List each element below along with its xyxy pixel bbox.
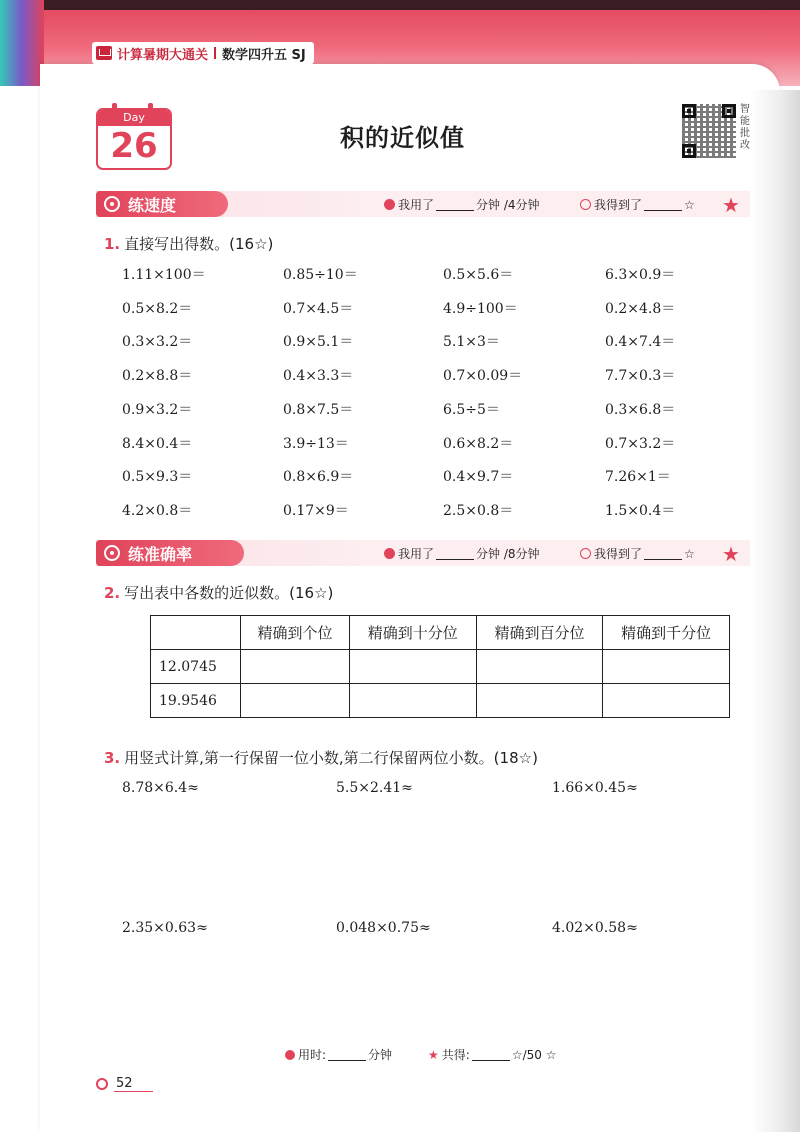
day-calendar — [96, 108, 172, 170]
answer-cell[interactable] — [476, 650, 603, 684]
section-speed-bar — [96, 191, 750, 217]
section-accuracy-label: 练准确率 — [128, 544, 193, 564]
footer-score-blank[interactable] — [472, 1048, 510, 1061]
footer-score-label: 共得: — [441, 1048, 470, 1062]
answer-cell[interactable] — [349, 650, 476, 684]
section-accuracy-bar — [96, 540, 750, 566]
oral-calc-problem: 0.4×3.3＝ — [283, 368, 354, 384]
footer-time-label: 用时: — [298, 1048, 327, 1062]
question-3-title — [104, 747, 538, 768]
oral-calc-problem: 1.5×0.4＝ — [605, 503, 676, 519]
question-1-number: 1. — [104, 235, 121, 253]
day-number: 26 — [110, 126, 158, 166]
table-row — [151, 684, 730, 718]
oral-calc-problem: 0.2×8.8＝ — [122, 368, 193, 384]
section-speed-label: 练速度 — [128, 195, 177, 215]
brand-title: 计算暑期大通关 — [117, 47, 209, 63]
star-decoration-icon: ★ — [722, 542, 740, 566]
qr-label: 智能批改 — [740, 104, 750, 151]
oral-calc-problem: 6.3×0.9＝ — [605, 267, 676, 283]
oral-calc-problem: 0.8×7.5＝ — [283, 402, 354, 418]
oral-calc-problem: 0.9×3.2＝ — [122, 402, 193, 418]
time-blank[interactable] — [436, 198, 474, 211]
oral-calc-problem: 2.5×0.8＝ — [443, 503, 514, 519]
check-circle-icon — [580, 199, 591, 210]
answer-cell[interactable] — [603, 684, 730, 718]
section-accuracy-tab — [96, 540, 244, 566]
answer-cell[interactable] — [241, 650, 350, 684]
question-1-title — [104, 233, 273, 254]
oral-calc-problem: 0.17×9＝ — [283, 503, 349, 519]
stars-got-prefix: 我得到了 — [594, 547, 643, 561]
stars-blank[interactable] — [644, 547, 682, 560]
stars-got-suffix: ☆ — [684, 546, 695, 561]
speed-stars-got — [580, 196, 695, 213]
page-number — [96, 1076, 153, 1092]
qr-code-icon[interactable] — [682, 104, 736, 158]
book-spine-strip — [0, 0, 44, 86]
approximation-table — [150, 615, 730, 718]
question-1-text: 直接写出得数。(16☆) — [124, 235, 274, 253]
page-curl-shadow — [752, 90, 800, 1132]
table-header-cell: 精确到百分位 — [476, 616, 603, 650]
accuracy-stars-got — [580, 545, 695, 562]
question-3-text: 用竖式计算,第一行保留一位小数,第二行保留两位小数。(18☆) — [124, 749, 538, 767]
oral-calc-problem: 0.5×5.6＝ — [443, 267, 514, 283]
answer-cell[interactable] — [241, 684, 350, 718]
sun-icon — [96, 1078, 108, 1090]
table-row — [151, 650, 730, 684]
day-label: Day — [98, 110, 170, 126]
book-subtitle: 数学四升五 SJ — [222, 47, 306, 63]
flame-icon — [384, 199, 395, 210]
oral-calc-problem: 4.9÷100＝ — [443, 301, 518, 317]
oral-calc-problem: 0.3×3.2＝ — [122, 334, 193, 350]
brand-divider — [214, 47, 216, 59]
oral-calc-problem: 0.2×4.8＝ — [605, 301, 676, 317]
table-row-number: 19.9546 — [151, 684, 241, 718]
oral-calc-problem: 0.7×3.2＝ — [605, 436, 676, 452]
answer-cell[interactable] — [349, 684, 476, 718]
question-2-number: 2. — [104, 584, 121, 602]
accuracy-time-used — [384, 545, 540, 562]
vertical-calc-problem: 1.66×0.45≈ — [552, 780, 638, 796]
qr-finder — [682, 144, 696, 158]
qr-finder — [722, 104, 736, 118]
question-2-text: 写出表中各数的近似数。(16☆) — [124, 584, 334, 602]
answer-cell[interactable] — [476, 684, 603, 718]
vertical-calc-problem: 4.02×0.58≈ — [552, 920, 638, 936]
oral-calc-problem: 7.7×0.3＝ — [605, 368, 676, 384]
footer-time-blank[interactable] — [328, 1048, 366, 1061]
stars-blank[interactable] — [644, 198, 682, 211]
question-2-title — [104, 582, 333, 603]
oral-calc-problem: 7.26×1＝ — [605, 469, 671, 485]
oral-calc-problem: 1.11×100＝ — [122, 267, 206, 283]
oral-calc-problem: 5.1×3＝ — [443, 334, 500, 350]
question-3-number: 3. — [104, 749, 121, 767]
time-used-prefix: 我用了 — [398, 198, 435, 212]
oral-calc-problem: 0.8×6.9＝ — [283, 469, 354, 485]
oral-calc-problem: 8.4×0.4＝ — [122, 436, 193, 452]
vertical-calc-problem: 0.048×0.75≈ — [336, 920, 431, 936]
oral-calc-problem: 0.9×5.1＝ — [283, 334, 354, 350]
table-header-cell: 精确到个位 — [241, 616, 350, 650]
oral-calc-problem: 0.85÷10＝ — [283, 267, 358, 283]
oral-calc-problem: 0.3×6.8＝ — [605, 402, 676, 418]
oral-calc-problem: 3.9÷13＝ — [283, 436, 349, 452]
oral-calc-problem: 6.5÷5＝ — [443, 402, 500, 418]
clock-icon — [285, 1050, 295, 1060]
oral-calc-problem: 0.7×4.5＝ — [283, 301, 354, 317]
brand-tab — [92, 42, 314, 64]
answer-cell[interactable] — [603, 650, 730, 684]
footer-time — [285, 1046, 392, 1063]
table-header-cell: 精确到十分位 — [349, 616, 476, 650]
time-blank[interactable] — [436, 547, 474, 560]
qr-finder — [682, 104, 696, 118]
book-logo-icon — [96, 46, 112, 60]
target-icon — [104, 545, 120, 561]
stars-got-prefix: 我得到了 — [594, 198, 643, 212]
oral-calc-problem: 4.2×0.8＝ — [122, 503, 193, 519]
table-header-row — [151, 616, 730, 650]
page-title: 积的近似值 — [340, 124, 465, 152]
oral-calc-problem: 0.5×9.3＝ — [122, 469, 193, 485]
time-used-suffix: 分钟 /8分钟 — [476, 547, 540, 561]
oral-calc-problem: 0.6×8.2＝ — [443, 436, 514, 452]
star-decoration-icon: ★ — [722, 193, 740, 217]
page-number-text: 52 — [114, 1076, 153, 1092]
oral-calc-problem: 0.4×9.7＝ — [443, 469, 514, 485]
oral-calc-problem: 0.5×8.2＝ — [122, 301, 193, 317]
oral-calc-problem: 0.4×7.4＝ — [605, 334, 676, 350]
vertical-calc-problem: 8.78×6.4≈ — [122, 780, 199, 796]
vertical-calc-problem: 2.35×0.63≈ — [122, 920, 208, 936]
table-header-cell — [151, 616, 241, 650]
footer-time-unit: 分钟 — [368, 1048, 393, 1062]
footer-score — [428, 1046, 556, 1063]
stars-got-suffix: ☆ — [684, 197, 695, 212]
stopwatch-icon — [104, 196, 120, 212]
flame-icon — [384, 548, 395, 559]
top-dark-edge — [0, 0, 800, 10]
table-header-cell: 精确到千分位 — [603, 616, 730, 650]
table-row-number: 12.0745 — [151, 650, 241, 684]
time-used-suffix: 分钟 /4分钟 — [476, 198, 540, 212]
time-used-prefix: 我用了 — [398, 547, 435, 561]
footer-score-suffix: ☆/50 ☆ — [511, 1047, 557, 1062]
section-speed-tab — [96, 191, 228, 217]
vertical-calc-problem: 5.5×2.41≈ — [336, 780, 413, 796]
oral-calc-problem: 0.7×0.09＝ — [443, 368, 523, 384]
check-circle-icon — [580, 548, 591, 559]
star-icon: ★ — [428, 1047, 439, 1062]
speed-time-used — [384, 196, 540, 213]
